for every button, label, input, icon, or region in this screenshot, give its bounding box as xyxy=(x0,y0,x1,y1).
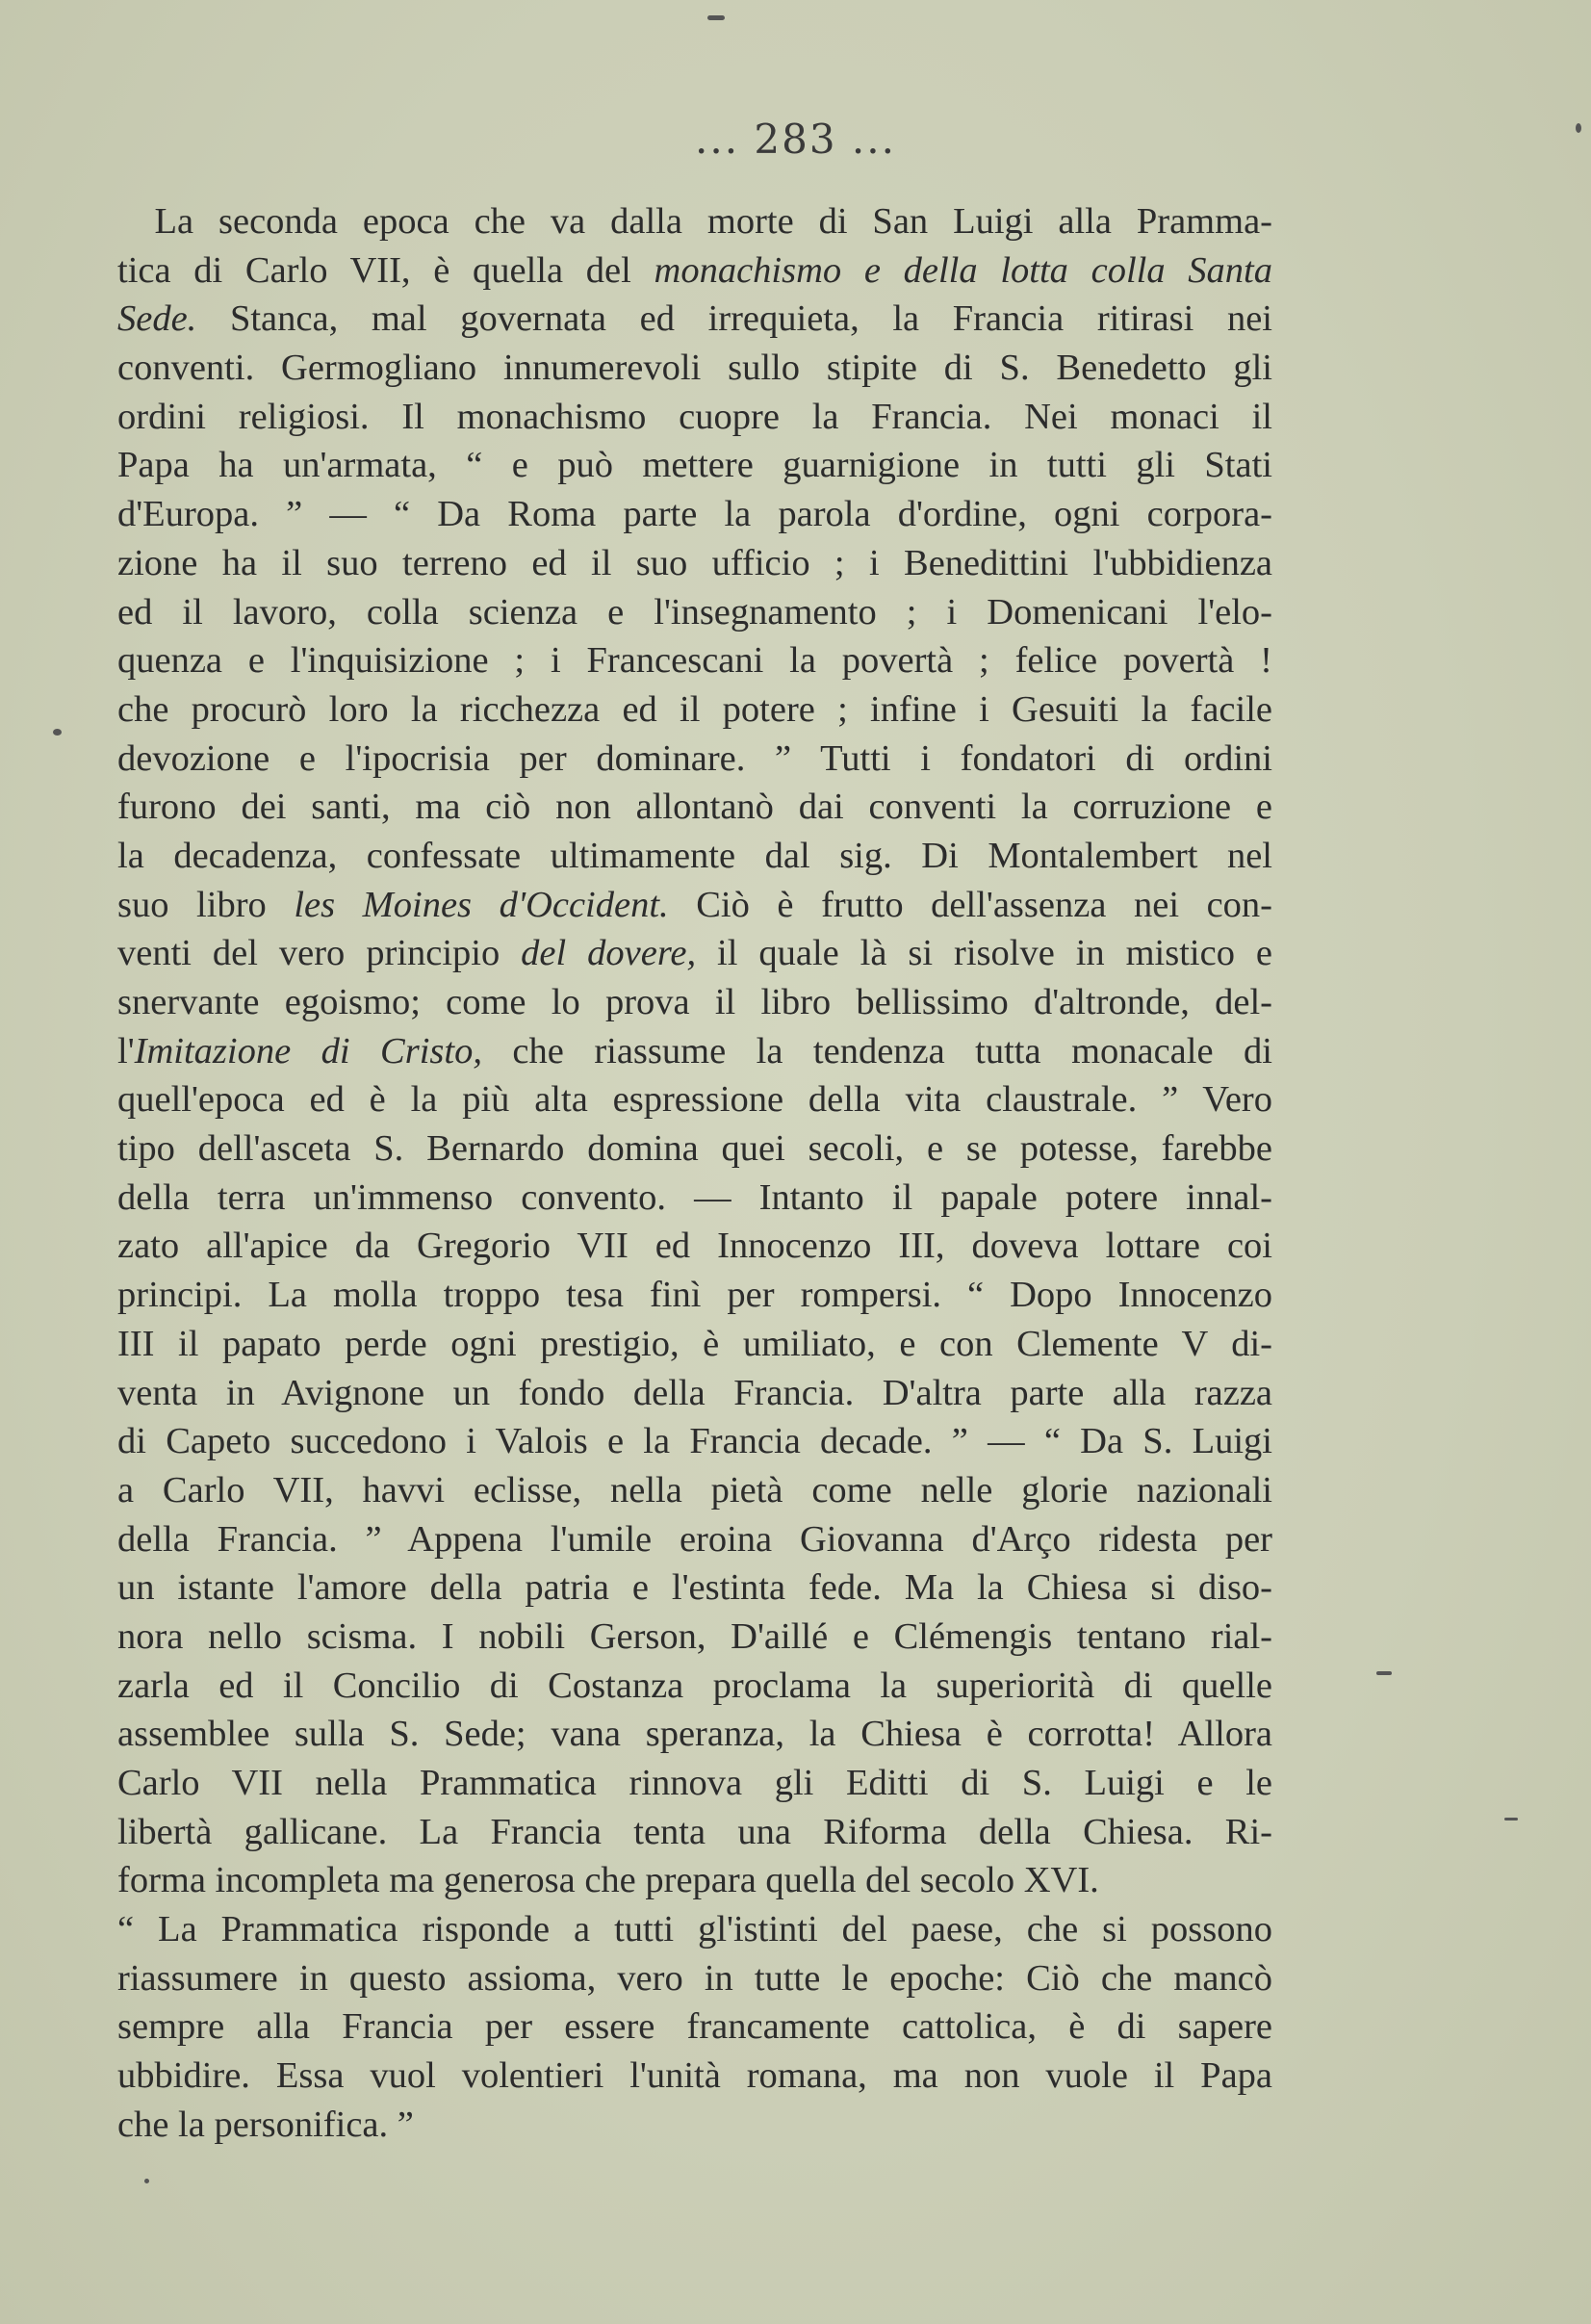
text-line: di Capeto succedono i Valois e la Francia decade. ” — “ Da S. Luigi xyxy=(117,1421,1272,1462)
speck-mark xyxy=(53,729,62,736)
text-line: la decadenza, confessate ultimamente dal sig. Di Montalembert nel xyxy=(117,835,1272,876)
text-line: devozione e l'ipocrisia per dominare. ” Tutti i fondatori di ordini xyxy=(117,737,1272,779)
text-line: forma incompleta ma generosa che prepara quella del secolo XVI. xyxy=(117,1860,1099,1901)
text-line: Papa ha un'armata, “ e può mettere guarnigione in tutti gli Stati xyxy=(117,445,1272,486)
text-line: della Francia. ” Appena l'umile eroina Giovanna d'Arço ridesta per xyxy=(117,1518,1272,1560)
text-line: assemblee sulla S. Sede; vana speranza, la Chiesa è corrotta! Allora xyxy=(117,1714,1272,1755)
text-line: zarla ed il Concilio di Costanza proclama la superiorità di quelle xyxy=(117,1665,1272,1706)
text-line: a Carlo VII, havvi eclisse, nella pietà come nelle glorie nazionali xyxy=(117,1469,1272,1511)
text-line: conventi. Germogliano innumerevoli sullo stipite di S. Benedetto gli xyxy=(117,348,1272,389)
text-line: della terra un'immenso convento. — Intanto il papale potere innal- xyxy=(117,1176,1272,1218)
text-line: che la personifica. ” xyxy=(117,2104,414,2145)
speck-mark xyxy=(144,2179,149,2183)
text-line: furono dei santi, ma ciò non allontanò dai conventi la corruzione e xyxy=(117,787,1272,828)
text-line: quenza e l'inquisizione ; i Francescani la povertà ; felice povertà ! xyxy=(117,640,1272,682)
text-line: ordini religiosi. Il monachismo cuopre la Francia. Nei monaci il xyxy=(117,396,1272,437)
text-line: riassumere in questo assioma, vero in tutte le epoche: Ciò che mancò xyxy=(117,1957,1272,1999)
text-line: libertà gallicane. La Francia tenta una Riforma della Chiesa. Ri- xyxy=(117,1811,1272,1852)
text-line: venta in Avignone un fondo della Francia. D'altra parte alla razza xyxy=(117,1372,1272,1413)
text-line: ed il lavoro, colla scienza e l'insegnamento ; i Domenicani l'elo- xyxy=(117,591,1272,633)
body-text xyxy=(117,197,1272,2150)
text-line: “ La Prammatica risponde a tutti gl'istinti del paese, che si possono xyxy=(117,1909,1272,1950)
text-line: ubbidire. Essa vuol volentieri l'unità romana, ma non vuole il Papa xyxy=(117,2055,1272,2097)
speck-mark xyxy=(707,15,725,20)
speck-mark xyxy=(1576,123,1581,133)
text-line: un istante l'amore della patria e l'estinta fede. Ma la Chiesa si diso- xyxy=(117,1567,1272,1609)
text-line: zione ha il suo terreno ed il suo ufficio ; i Benedittini l'ubbidienza xyxy=(117,542,1272,583)
text-line: suo libro les Moines d'Occident. Ciò è frutto dell'assenza nei con- xyxy=(117,884,1272,925)
text-line: Sede. Stanca, mal governata ed irrequieta, la Francia ritirasi nei xyxy=(117,298,1272,340)
text-line: Carlo VII nella Prammatica rinnova gli Editti di S. Luigi e le xyxy=(117,1763,1272,1803)
text-line: l'Imitazione di Cristo, che riassume la tendenza tutta monacale di xyxy=(117,1030,1272,1072)
text-line: nora nello scisma. I nobili Gerson, D'aillé e Clémengis tentano rial- xyxy=(117,1615,1272,1657)
text-line: zato all'apice da Gregorio VII ed Innocenzo III, doveva lottare coi xyxy=(117,1226,1272,1267)
speck-mark xyxy=(1504,1818,1518,1820)
text-line: sempre alla Francia per essere francamente cattolica, è di sapere xyxy=(117,2006,1272,2048)
text-line: venti del vero principio del dovere, il quale là si risolve in mistico e xyxy=(117,933,1272,974)
page-number-header: ... 283 ... xyxy=(695,116,896,163)
text-line: tica di Carlo VII, è quella del monachismo e della lotta colla Santa xyxy=(117,249,1272,291)
text-line: che procurò loro la ricchezza ed il potere ; infine i Gesuiti la facile xyxy=(117,688,1272,730)
text-line: d'Europa. ” — “ Da Roma parte la parola d'ordine, ogni corpora- xyxy=(117,494,1272,535)
text-line: La seconda epoca che va dalla morte di San Luigi alla Pramma- xyxy=(117,201,1272,242)
text-line: snervante egoismo; come lo prova il libro bellissimo d'altronde, del- xyxy=(117,982,1272,1022)
text-line: principi. La molla troppo tesa finì per rompersi. “ Dopo Innocenzo xyxy=(117,1275,1272,1316)
text-line: quell'epoca ed è la più alta espressione della vita claustrale. ” Vero xyxy=(117,1079,1272,1121)
text-line: tipo dell'asceta S. Bernardo domina quei secoli, e se potesse, farebbe xyxy=(117,1128,1272,1170)
text-line: III il papato perde ogni prestigio, è umiliato, e con Clemente V di- xyxy=(117,1323,1272,1364)
speck-mark xyxy=(1376,1671,1392,1675)
